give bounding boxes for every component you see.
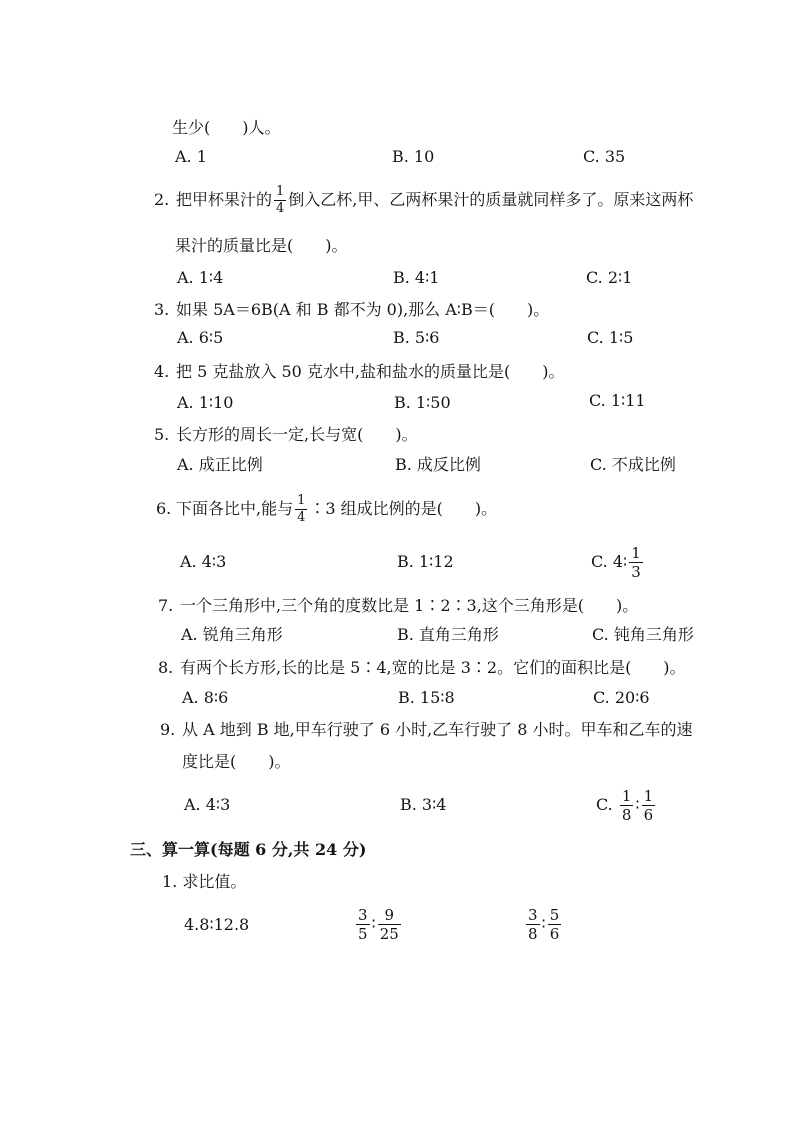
q6-fraction-denominator: 4: [297, 510, 306, 525]
q6-stem: [176, 489, 497, 529]
q2-number: 2.: [154, 190, 170, 209]
q1-option-b[interactable]: B. 10: [392, 147, 435, 166]
expression-3-fraction-1: [526, 907, 540, 942]
q4-stem: 把 5 克盐放入 50 克水中,盐和盐水的质量比是( )。: [176, 362, 565, 381]
q2-fraction-numerator: 1: [276, 184, 285, 199]
q3-option-c[interactable]: C. 1∶5: [587, 328, 634, 347]
fraction-numerator: 9: [384, 906, 395, 924]
q4-option-c[interactable]: C. 1∶11: [589, 391, 646, 410]
q8-number: 8.: [158, 658, 174, 677]
section-3-title: 三、算一算(每题 6 分,共 24 分): [130, 840, 367, 859]
expression-2-fraction-1: [356, 907, 370, 942]
expression-3: [524, 900, 563, 948]
q5-number: 5.: [154, 425, 170, 444]
fraction-numerator: 1: [621, 787, 632, 805]
q5-option-b[interactable]: B. 成反比例: [395, 455, 481, 474]
fraction-numerator: 3: [528, 906, 538, 924]
q4-option-b[interactable]: B. 1∶50: [394, 393, 451, 412]
q7-number: 7.: [158, 596, 174, 615]
q8-option-a[interactable]: A. 8∶6: [182, 688, 229, 707]
q2-fraction-denominator: 4: [276, 201, 285, 216]
fraction-denominator: 8: [621, 806, 632, 824]
q6-number: 6.: [156, 499, 172, 518]
fraction-denominator: 5: [358, 925, 368, 943]
q5-option-a[interactable]: A. 成正比例: [177, 455, 263, 474]
fraction-numerator: 1: [643, 787, 654, 805]
q9-stem: 从 A 地到 B 地,甲车行驶了 6 小时,乙车行驶了 8 小时。甲车和乙车的速: [182, 720, 693, 739]
q6-stem-post: ∶3 组成比例的是( )。: [309, 499, 498, 518]
q9-number: 9.: [160, 720, 176, 739]
q9-option-c-fraction-1: [620, 788, 634, 823]
q2-option-b[interactable]: B. 4∶1: [393, 268, 440, 287]
q9-option-c-prefix: C.: [596, 795, 613, 814]
q2-stem-pre: 把甲杯果汁的: [176, 190, 273, 209]
q3-stem: 如果 5A＝6B(A 和 B 都不为 0),那么 A∶B＝( )。: [176, 300, 550, 319]
fraction-denominator: 6: [643, 806, 654, 824]
q6-stem-pre: 下面各比中,能与: [176, 499, 294, 518]
q6-option-b[interactable]: B. 1∶12: [397, 552, 454, 571]
q9-option-c-fraction-2: [642, 788, 656, 823]
fraction-denominator: 8: [528, 925, 538, 943]
q8-option-c[interactable]: C. 20∶6: [593, 688, 650, 707]
q9-option-c[interactable]: [596, 783, 657, 827]
q2-option-a[interactable]: A. 1∶4: [177, 268, 224, 287]
ratio-colon: ∶: [371, 914, 376, 933]
q9-stem-line2: 度比是( )。: [182, 752, 291, 771]
q3-option-a[interactable]: A. 6∶5: [177, 328, 224, 347]
q6-fraction-numerator: 1: [297, 493, 306, 508]
q8-option-b[interactable]: B. 15∶8: [398, 688, 455, 707]
q7-option-a[interactable]: A. 锐角三角形: [181, 625, 283, 644]
q7-option-b[interactable]: B. 直角三角形: [397, 625, 499, 644]
ratio-colon: ∶: [635, 795, 640, 814]
q6-option-c-prefix: C. 4∶: [591, 552, 628, 571]
q9-option-a[interactable]: A. 4∶3: [184, 795, 231, 814]
section-3-subquestion: 1. 求比值。: [162, 872, 247, 891]
q4-number: 4.: [154, 362, 170, 381]
fraction-numerator: 3: [358, 906, 368, 924]
q2-stem-line2: 果汁的质量比是( )。: [175, 236, 348, 255]
expression-2-fraction-2: [378, 907, 401, 942]
fraction-denominator: 3: [631, 563, 641, 581]
q5-option-c[interactable]: C. 不成比例: [590, 455, 676, 474]
q3-number: 3.: [154, 300, 170, 319]
q2-fraction: [274, 185, 286, 216]
q7-option-c[interactable]: C. 钝角三角形: [592, 625, 694, 644]
q1-tail-text: 生少( )人。: [172, 118, 281, 137]
expression-2: [354, 900, 403, 948]
q4-option-a[interactable]: A. 1∶10: [177, 393, 234, 412]
q7-stem: 一个三角形中,三个角的度数比是 1∶2∶3,这个三角形是( )。: [180, 596, 639, 615]
fraction-numerator: 5: [549, 906, 560, 924]
q1-option-c[interactable]: C. 35: [583, 147, 626, 166]
q6-option-c-fraction: [629, 545, 643, 580]
expression-1: 4.8∶12.8: [184, 915, 250, 934]
q6-fraction: [295, 494, 307, 525]
q6-option-c[interactable]: [591, 540, 645, 584]
expression-3-fraction-2: [548, 907, 562, 942]
q2-option-c[interactable]: C. 2∶1: [586, 268, 633, 287]
q1-option-a[interactable]: A. 1: [175, 147, 207, 166]
fraction-denominator: 25: [379, 925, 399, 943]
fraction-denominator: 6: [549, 925, 560, 943]
fraction-numerator: 1: [631, 544, 641, 562]
q9-option-b[interactable]: B. 3∶4: [400, 795, 447, 814]
q8-stem: 有两个长方形,长的比是 5∶4,宽的比是 3∶2。它们的面积比是( )。: [180, 658, 686, 677]
q5-stem: 长方形的周长一定,长与宽( )。: [176, 425, 418, 444]
q2-stem-post: 倒入乙杯,甲、乙两杯果汁的质量就同样多了。原来这两杯: [288, 190, 694, 209]
q6-option-a[interactable]: A. 4∶3: [180, 552, 227, 571]
ratio-colon: ∶: [541, 914, 546, 933]
q3-option-b[interactable]: B. 5∶6: [393, 328, 440, 347]
q2-stem: [176, 180, 693, 220]
